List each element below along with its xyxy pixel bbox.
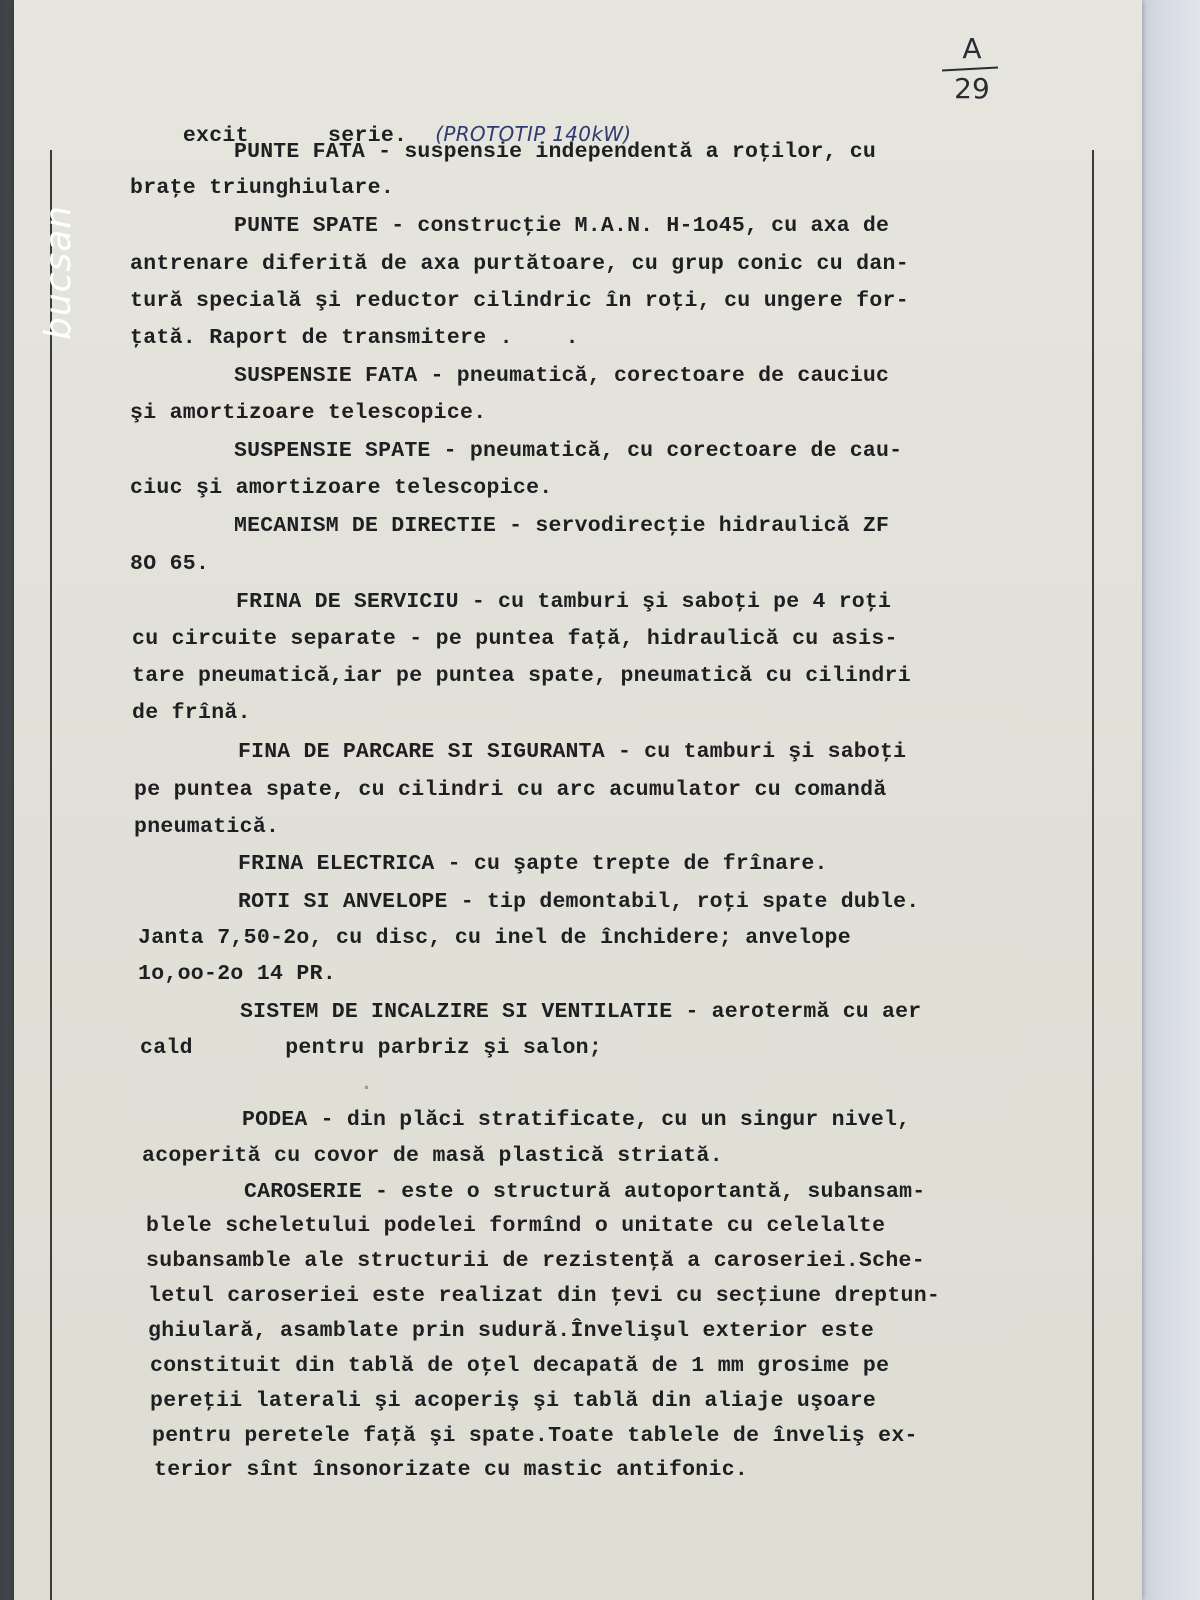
text-line-13: FRINA DE SERVICIU - cu tamburi şi saboţi pe 4 roţi — [236, 590, 892, 614]
text-line-8: şi amortizoare telescopice. — [130, 401, 487, 425]
text-line-15: tare pneumatică,iar pe puntea spate, pneumatică cu cilindri — [132, 664, 911, 688]
page-number-letter: A — [962, 32, 982, 65]
text-line-34: constituit din tablă de oţel decapată de 1 mm grosime pe — [150, 1354, 890, 1378]
text-line-30: blele scheletului podelei formînd o unitate cu celelalte — [146, 1214, 886, 1238]
text-line-9: SUSPENSIE SPATE - pneumatică, cu corectoare de cau- — [234, 439, 903, 463]
text-line-20: FRINA ELECTRICA - cu şapte trepte de frînare. — [238, 852, 828, 876]
text-line-12: 8O 65. — [130, 552, 210, 576]
watermark: bucsan — [38, 204, 79, 340]
text-line-0-typed: excit serie. — [182, 124, 408, 148]
text-line-25: cald pentru parbriz şi salon; — [140, 1036, 603, 1060]
text-line-33: ghiulară, asamblate prin sudură.Învelişul exterior este — [148, 1319, 875, 1343]
text-line-7: SUSPENSIE FATA - pneumatică, corectoare de cauciuc — [234, 364, 890, 388]
text-line-35: pereţii laterali şi acoperiş şi tablă din aliaje uşoare — [150, 1389, 877, 1413]
text-line-6: ţată. Raport de transmitere . . — [130, 326, 579, 350]
text-line-29: CAROSERIE - este o structură autoportantă, subansam- — [244, 1180, 926, 1204]
text-line-4: antrenare diferită de axa purtătoare, cu grup conic cu dan- — [130, 252, 909, 276]
page-number — [942, 34, 1002, 104]
text-line-11: MECANISM DE DIRECTIE - servodirecţie hidraulică ZF — [234, 514, 890, 538]
text-line-37: terior sînt însonorizate cu mastic antifonic. — [154, 1458, 749, 1482]
text-line-2: braţe triunghiulare. — [130, 176, 395, 200]
text-line-3: PUNTE SPATE - construcţie M.A.N. H-1o45, cu axa de — [234, 214, 890, 238]
page-number-rule — [942, 67, 998, 72]
text-line-10: ciuc şi amortizoare telescopice. — [130, 476, 553, 500]
text-line-16: de frînă. — [132, 701, 251, 725]
text-line-19: pneumatică. — [134, 815, 280, 839]
text-line-5: tură specială şi reductor cilindric în roţi, cu ungere for- — [130, 289, 909, 313]
text-line-21: ROTI SI ANVELOPE - tip demontabil, roţi spate duble. — [238, 890, 920, 914]
text-line-1: PUNTE FATA - suspensie independentă a roţilor, cu — [234, 140, 877, 164]
text-line-24: SISTEM DE INCALZIRE SI VENTILATIE - aerotermă cu aer — [240, 1000, 922, 1024]
text-line-26: . — [360, 1072, 374, 1096]
text-line-28: acoperită cu covor de masă plastică striată. — [142, 1144, 723, 1168]
text-line-36: pentru peretele faţă şi spate.Toate tablele de înveliş ex- — [152, 1424, 918, 1448]
text-line-14: cu circuite separate - pe puntea faţă, hidraulică cu asis- — [132, 627, 898, 651]
text-line-17: FINA DE PARCARE SI SIGURANTA - cu tamburi şi saboţi — [238, 740, 907, 764]
text-line-31: subansamble ale structurii de rezistenţă a caroseriei.Sche- — [146, 1249, 925, 1273]
text-line-27: PODEA - din plăci stratificate, cu un singur nivel, — [242, 1108, 911, 1132]
handwritten-note: (PROTOTIP 140kW) — [435, 122, 632, 146]
text-line-32: letul caroseriei este realizat din ţevi cu secţiune dreptun- — [148, 1284, 941, 1308]
page-number-value: 29 — [954, 72, 990, 105]
text-line-22: Janta 7,50-2o, cu disc, cu inel de închidere; anvelope — [138, 926, 851, 950]
text-line-23: 1o,oo-2o 14 PR. — [138, 962, 337, 986]
text-line-18: pe puntea spate, cu cilindri cu arc acumulator cu comandă — [134, 778, 887, 802]
